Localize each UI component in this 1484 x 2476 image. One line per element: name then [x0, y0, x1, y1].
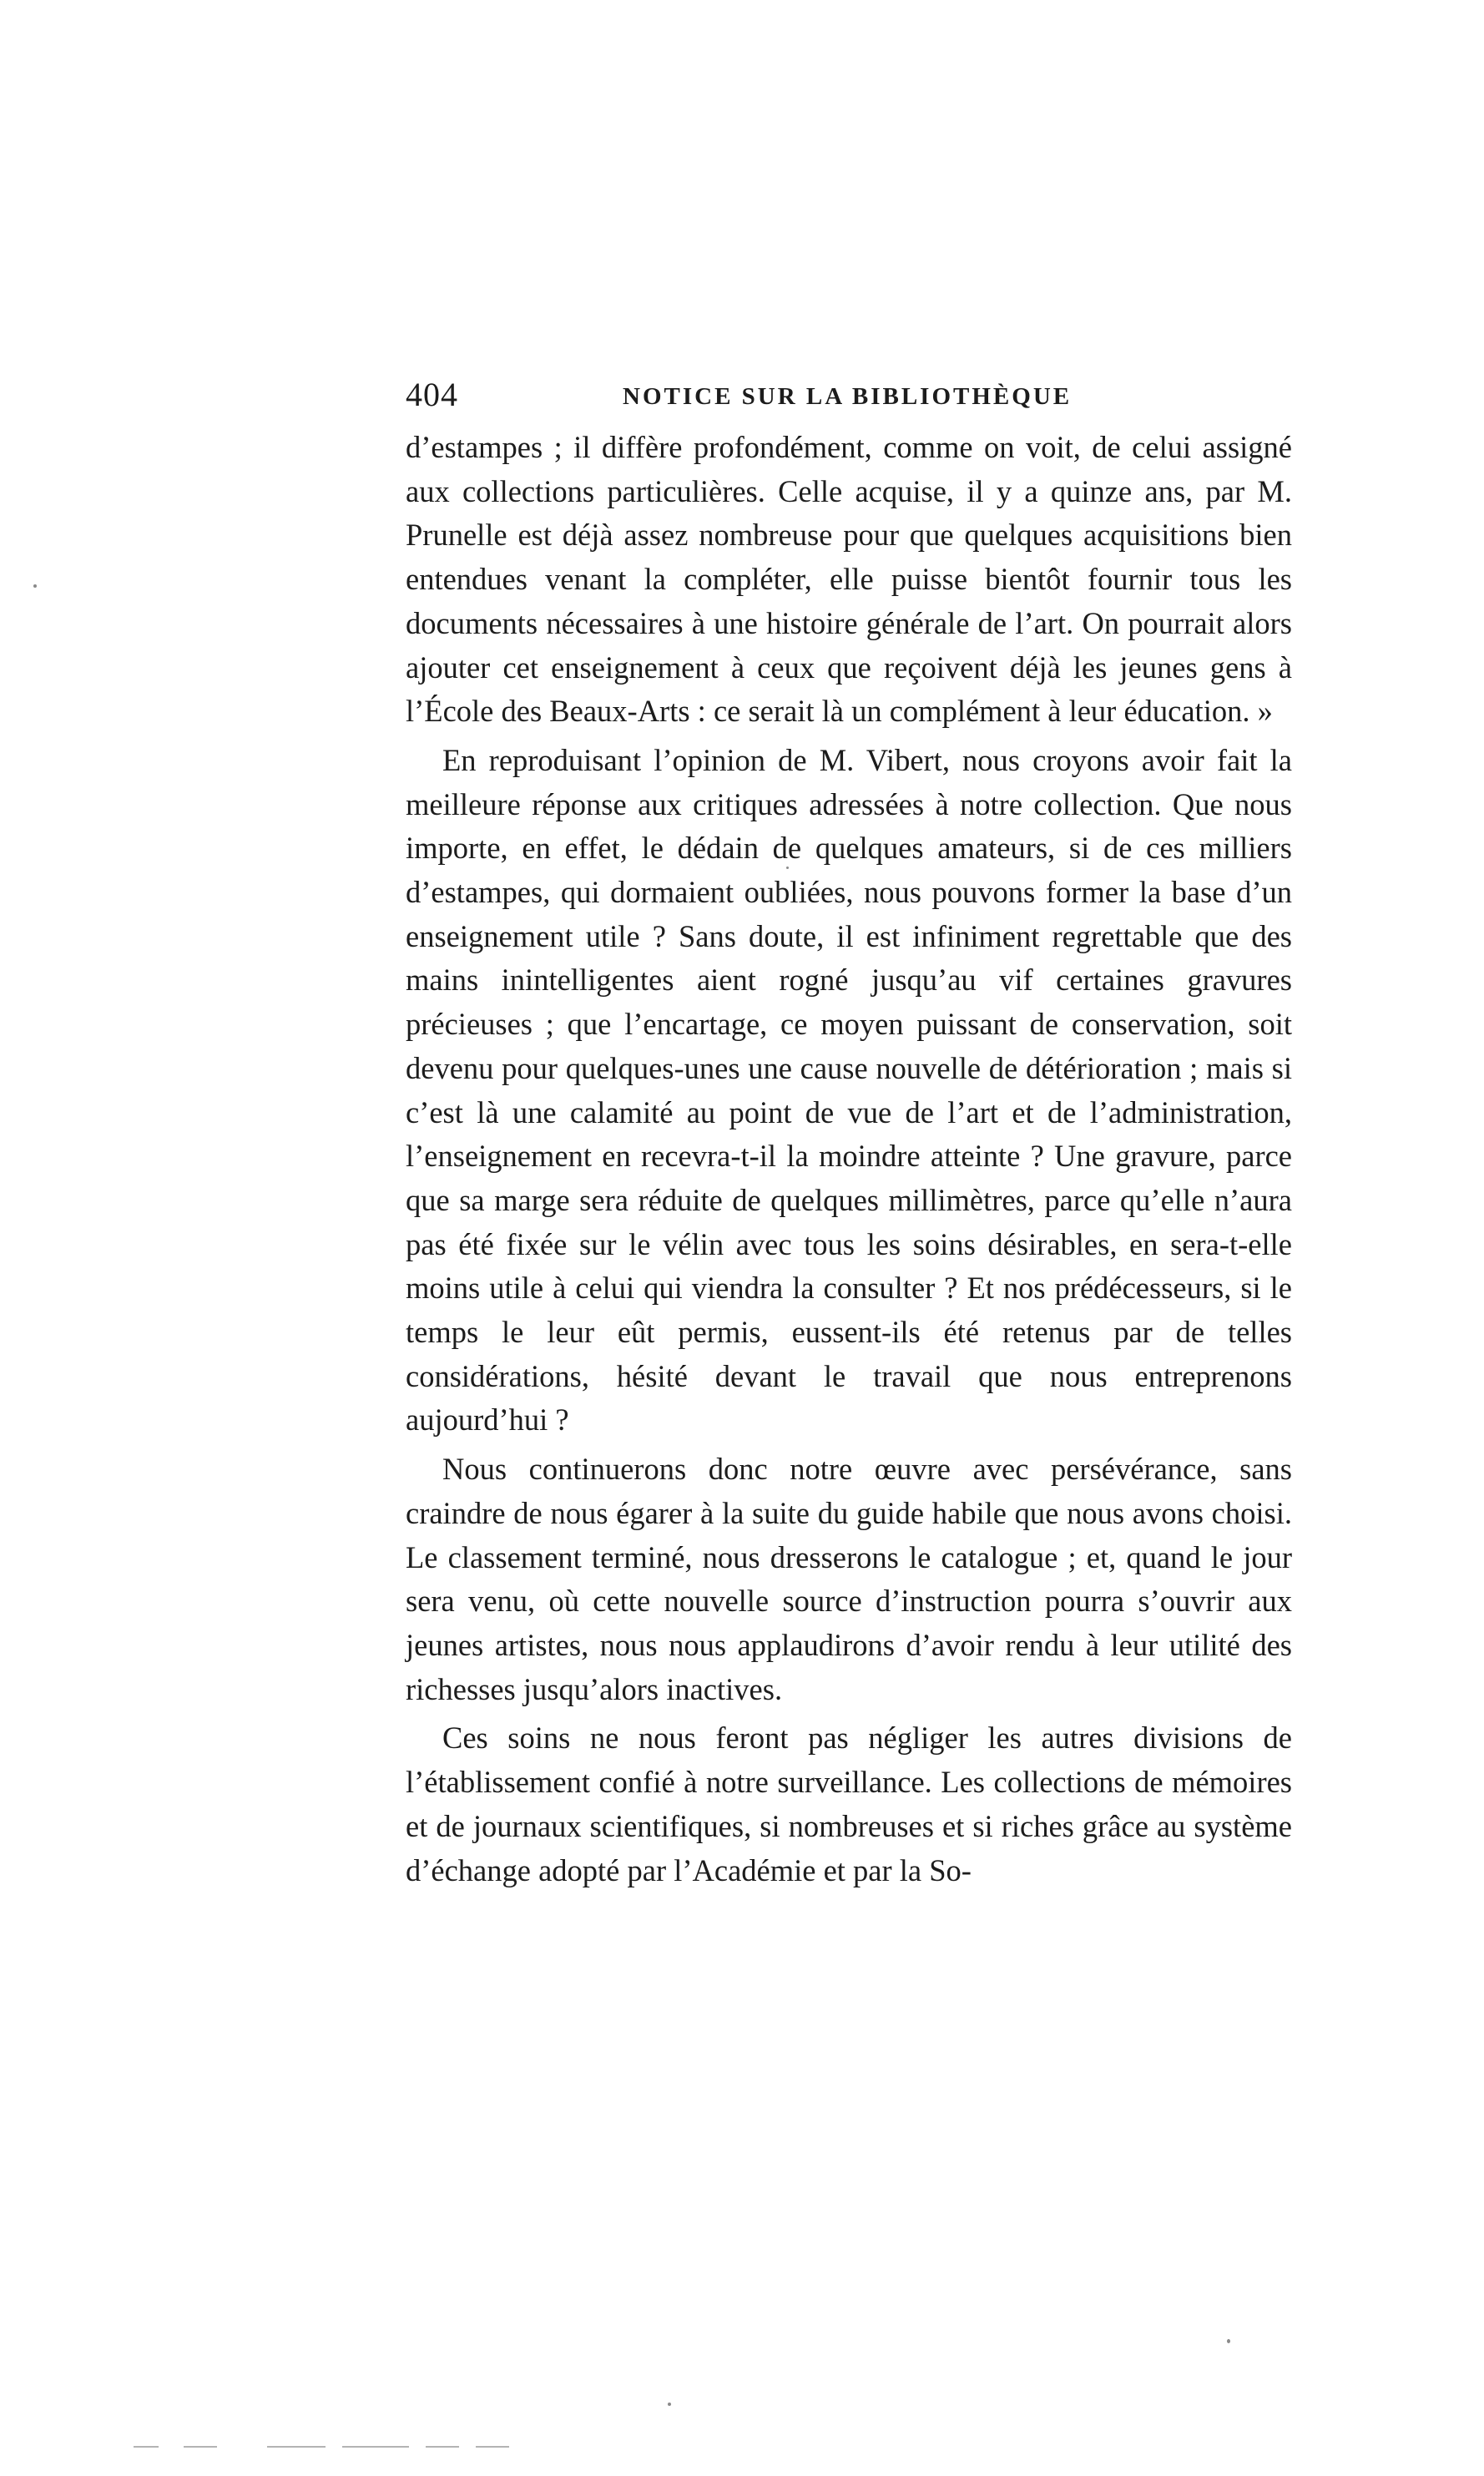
- scan-speck: [33, 584, 37, 588]
- scan-speck: [786, 867, 789, 869]
- scan-speck: [668, 2403, 671, 2406]
- paragraph: En reproduisant l’opinion de M. Vibert, nous croyons avoir fait la meilleure réponse aux critiques adressées à notre collection. Que nous importe, en effet, le dédain de quelques amateurs, si de ces milliers d’estampes, qui dormaient oubliées, nous pouvons former la base d’un enseignement utile ? Sans doute, il est infiniment regrettable que des mains inintelligentes aient rogné jusqu’au vif certaines gravures précieuses ; que l’encartage, ce moyen puissant de conservation, soit devenu pour quelques-unes une cause nouvelle de détérioration ; mais si c’est là une calamité au point de vue de l’art et de l’administration, l’enseignement en recevra-t-il la moindre atteinte ? Une gravure, parce que sa marge sera réduite de quelques millimètres, parce qu’elle n’aura pas été fixée sur le vélin avec tous les soins désirables, en sera-t-elle moins utile à celui qui viendra la consulter ? Et nos prédécesseurs, si le temps le leur eût permis, eussent-ils été retenus par de telles considérations, hésité devant le travail que nous entreprenons aujourd’hui ?: [406, 742, 1292, 1438]
- body-text: [406, 426, 1292, 1892]
- page-number: 404: [406, 376, 458, 413]
- running-head: [406, 374, 1290, 416]
- paragraph: Nous continuerons donc notre œuvre avec persévérance, sans craindre de nous égarer à la suite du guide habile que nous avons choisi. Le classement terminé, nous dresserons le catalogue ; et, quand le jour sera venu, où cette nouvelle source d’instruction pourra s’ouvrir aux jeunes artistes, nous nous applaudirons d’avoir rendu à leur utilité des richesses jusqu’alors inactives.: [406, 1452, 1292, 1706]
- scan-edge-marks: [134, 2446, 517, 2451]
- paragraph-continued: d’estampes ; il diffère profondément, comme on voit, de celui assigné aux collections particulières. Celle acquise, il y a quinze ans, par M. Prunelle est déjà assez nombreuse pour que quelques acquisitions bien entendues venant la compléter, elle puisse bientôt fournir tous les documents nécessaires à une histoire générale de l’art. On pourrait alors ajouter cet enseignement à ceux que reçoivent déjà les jeunes gens à l’École des Beaux-Arts : ce serait là un complément à leur éducation. »: [406, 430, 1292, 729]
- scan-speck: [1227, 2339, 1230, 2343]
- running-title: NOTICE SUR LA BIBLIOTHÈQUE: [623, 383, 1073, 410]
- paragraph: Ces soins ne nous feront pas négliger les autres divisions de l’établissement confié à notre surveillance. Les collections de mémoires et de journaux scientifiques, si nombreuses et si riches grâce au système d’échange adopté par l’Académie et par la So-: [406, 1721, 1292, 1887]
